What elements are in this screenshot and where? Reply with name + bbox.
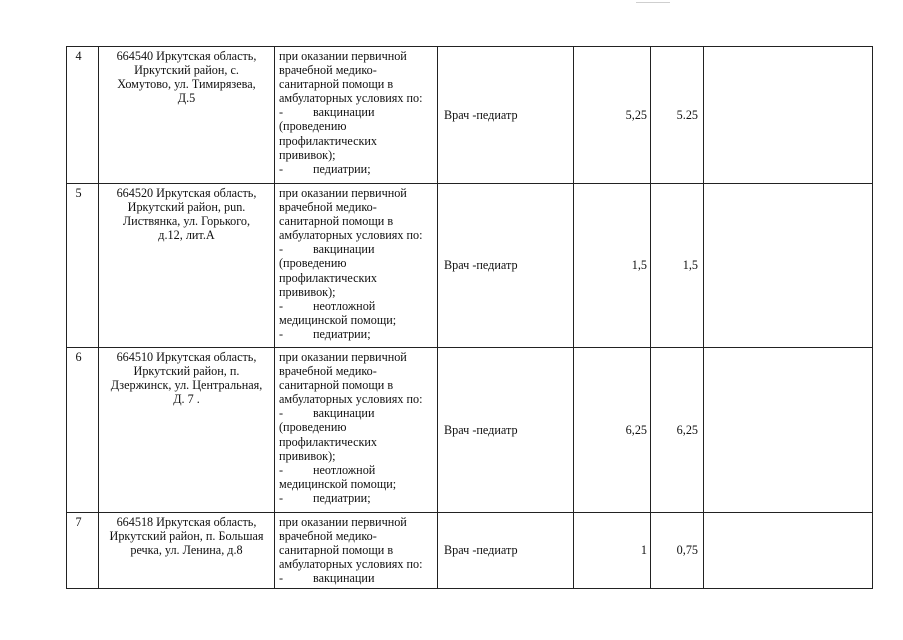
service-intro-line: амбулаторных условиях по: [279, 392, 423, 407]
service-item-text: вакцинации [313, 242, 375, 257]
rate-filled-value: 1,5 [682, 258, 698, 273]
service-intro-line: санитарной помощи в [279, 214, 394, 229]
service-item [279, 134, 435, 148]
service-item-dash: - [279, 406, 284, 421]
service-item [279, 285, 435, 299]
service-item-text: прививок); [279, 147, 336, 162]
service-item-dash: - [279, 105, 284, 120]
address-line: Дзержинск, ул. Центральная, [110, 378, 263, 393]
service-intro-line: санитарной помощи в [279, 543, 394, 558]
row-number: 4 [75, 49, 82, 63]
service-item-text: профилактических [279, 270, 378, 285]
service-intro-line: санитарной помощи в [279, 378, 394, 393]
service-item-text: (проведению [279, 119, 347, 134]
service-intro-line: при оказании первичной [279, 49, 407, 63]
service-item-text: вакцинации [313, 406, 375, 421]
service-item [279, 162, 435, 176]
service-intro-line: амбулаторных условиях по: [279, 91, 423, 106]
rate-filled-cell [651, 348, 704, 513]
row-number-cell [67, 348, 99, 513]
rate-value: 1 [640, 543, 647, 558]
service-intro-line: при оказании первичной [279, 350, 407, 364]
row-number: 5 [75, 186, 82, 200]
address-line: Д. 7 . [173, 392, 200, 407]
row-number-cell [67, 47, 99, 184]
service-item-dash: - [279, 161, 284, 176]
table-row [67, 513, 873, 589]
service-intro-line: при оказании первичной [279, 186, 407, 200]
row-number: 6 [75, 350, 82, 364]
service-item [279, 435, 435, 449]
specialist-cell [438, 47, 574, 184]
rate-cell [574, 513, 651, 589]
service-item-dash: - [279, 571, 284, 586]
service-item-text: неотложной [313, 298, 376, 313]
service-cell [275, 513, 438, 589]
address-line: Хомутово, ул. Тимирязева, [117, 77, 256, 92]
specialist-cell [438, 184, 574, 348]
address-line: Иркутский район, п. Большая [109, 529, 264, 544]
service-intro-line: врачебной медико- [279, 529, 377, 544]
service-item-text: педиатрии; [313, 490, 371, 505]
address-cell [99, 348, 275, 513]
rate-filled-cell [651, 513, 704, 589]
address-line: Иркутский район, п. [133, 364, 240, 379]
rate-filled-cell [651, 184, 704, 348]
service-item-text: медицинской помощи; [279, 312, 397, 327]
service-intro-line: врачебной медико- [279, 364, 377, 379]
service-item-text: (проведению [279, 256, 347, 271]
address-line: 664510 Иркутская область, [116, 350, 257, 364]
service-item [279, 119, 435, 133]
address-line: 664540 Иркутская область, [116, 49, 257, 63]
service-item-dash: - [279, 490, 284, 505]
service-item [279, 313, 435, 327]
service-item [279, 148, 435, 162]
service-item [279, 477, 435, 491]
notes-cell [704, 184, 873, 348]
service-intro-line: санитарной помощи в [279, 77, 394, 92]
address-line: Листвянка, ул. Горького, [122, 214, 251, 229]
service-item-text: педиатрии; [313, 161, 371, 176]
table-body [67, 47, 873, 589]
rate-cell [574, 348, 651, 513]
service-item-dash: - [279, 298, 284, 313]
rate-cell [574, 47, 651, 184]
row-number-cell [67, 513, 99, 589]
service-item-dash: - [279, 242, 284, 257]
service-intro-line: врачебной медико- [279, 63, 377, 78]
rate-value: 6,25 [625, 422, 647, 437]
address-line: речка, ул. Ленина, д.8 [130, 543, 243, 558]
service-item-text: педиатрии; [313, 326, 371, 341]
service-item-text: вакцинации [313, 105, 375, 120]
service-item-dash: - [279, 462, 284, 477]
notes-cell [704, 348, 873, 513]
rate-filled-value: 6,25 [676, 422, 698, 437]
table-row [67, 47, 873, 184]
address-line: Иркутский район, pun. [127, 200, 246, 215]
address-line: Д.5 [177, 91, 196, 106]
service-intro-line: при оказании первичной [279, 515, 407, 529]
service-item-text: неотложной [313, 462, 376, 477]
address-line: 664520 Иркутская область, [116, 186, 257, 200]
specialist-title: Врач -педиатр [444, 107, 518, 122]
service-item-dash: - [279, 326, 284, 341]
rate-value: 1,5 [631, 258, 647, 273]
service-item [279, 571, 435, 585]
service-item [279, 449, 435, 463]
row-number-cell [67, 184, 99, 348]
specialist-title: Врач -педиатр [444, 543, 518, 558]
service-item [279, 271, 435, 285]
service-item [279, 463, 435, 477]
address-line: д.12, лит.А [158, 228, 215, 243]
address-line: 664518 Иркутская область, [116, 515, 257, 529]
service-cell [275, 47, 438, 184]
address-cell [99, 47, 275, 184]
staffing-table [66, 46, 873, 589]
scan-artifact [636, 2, 670, 3]
address-cell [99, 513, 275, 589]
service-item-text: прививок); [279, 448, 336, 463]
specialist-cell [438, 513, 574, 589]
service-cell [275, 348, 438, 513]
rate-value: 5,25 [625, 107, 647, 122]
service-item [279, 299, 435, 313]
specialist-title: Врач -педиатр [444, 422, 518, 437]
service-item-text: медицинской помощи; [279, 476, 397, 491]
address-cell [99, 184, 275, 348]
rate-filled-cell [651, 47, 704, 184]
table-row [67, 348, 873, 513]
service-item-text: прививок); [279, 284, 336, 299]
service-item-text: профилактических [279, 434, 378, 449]
specialist-title: Врач -педиатр [444, 258, 518, 273]
table-row [67, 184, 873, 348]
rate-cell [574, 184, 651, 348]
service-item [279, 256, 435, 270]
service-cell [275, 184, 438, 348]
row-number: 7 [75, 515, 82, 529]
rate-filled-value: 0,75 [676, 543, 698, 558]
service-item-text: профилактических [279, 133, 378, 148]
service-item-text: (проведению [279, 420, 347, 435]
service-item [279, 491, 435, 505]
service-item [279, 327, 435, 341]
service-item [279, 420, 435, 434]
notes-cell [704, 47, 873, 184]
service-intro-line: амбулаторных условиях по: [279, 228, 423, 243]
service-intro-line: амбулаторных условиях по: [279, 557, 423, 572]
specialist-cell [438, 348, 574, 513]
address-line: Иркутский район, с. [134, 63, 239, 78]
service-item [279, 105, 435, 119]
notes-cell [704, 513, 873, 589]
service-item [279, 406, 435, 420]
service-item [279, 242, 435, 256]
rate-filled-value: 5.25 [676, 107, 698, 122]
service-item-text: вакцинации [313, 571, 375, 586]
service-intro-line: врачебной медико- [279, 200, 377, 215]
